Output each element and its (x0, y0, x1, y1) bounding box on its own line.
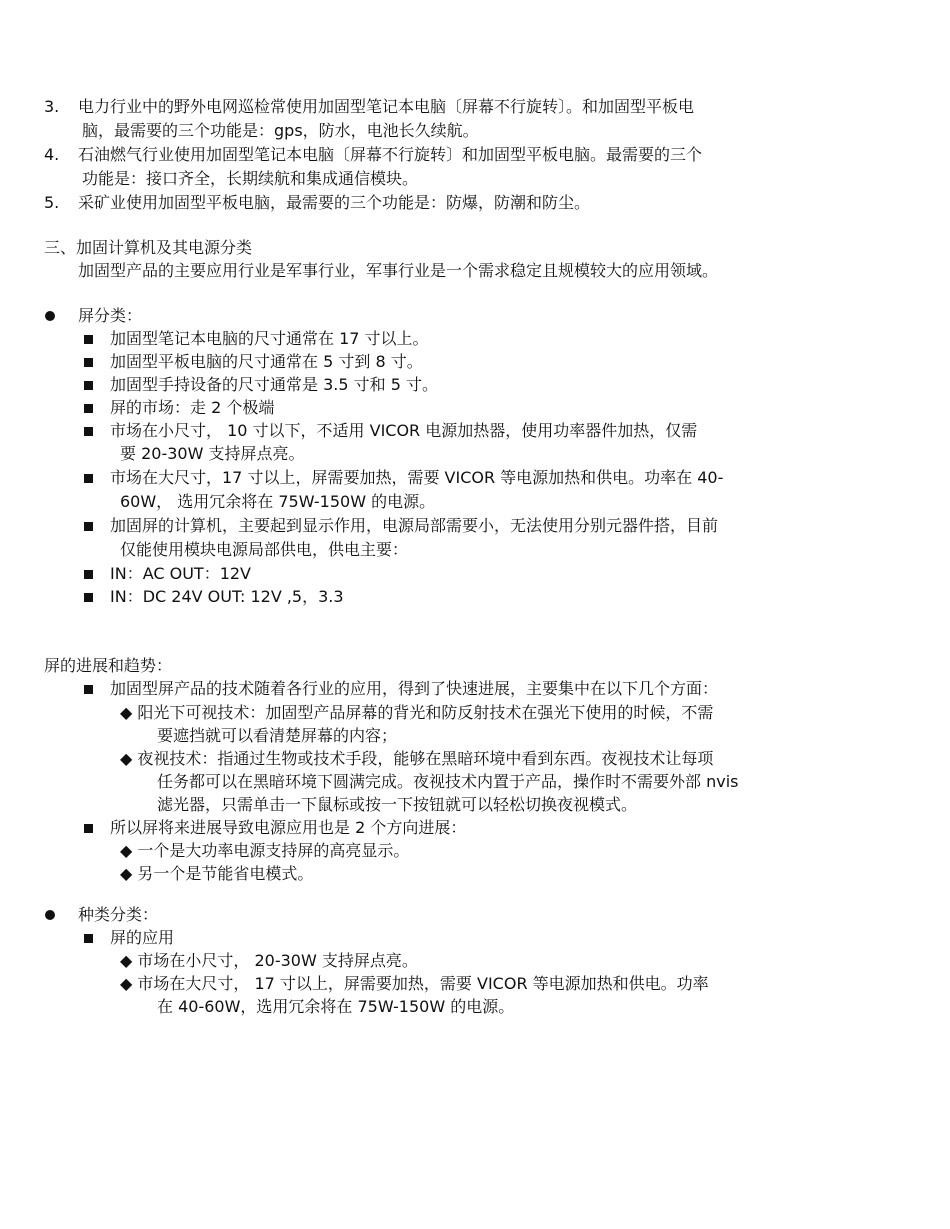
bullet-dot-icon (45, 910, 55, 920)
bullet-square-icon (84, 570, 93, 579)
list-item-text: 石油燃气行业使用加固型笔记本电脑〔屏幕不行旋转〕和加固型平板电脑。最需要的三个 (78, 145, 703, 164)
list-item: 加固型手持设备的尺寸通常是 3.5 寸和 5 寸。 (110, 375, 438, 394)
sub-item: ◆ 一个是大功率电源支持屏的高亮显示。 (120, 841, 410, 860)
list-number: 5. (44, 193, 60, 212)
list-item-text: 电力行业中的野外电网巡检常使用加固型笔记本电脑〔屏幕不行旋转〕。和加固型平板电 (78, 97, 695, 116)
bullet-square-icon (84, 522, 93, 531)
bullet-square-icon (84, 934, 93, 943)
sub-item: ◆ 市场在小尺寸， 20-30W 支持屏点亮。 (120, 951, 418, 970)
list-item: 屏的应用 (110, 928, 175, 947)
list-item: 市场在大尺寸，17 寸以上，屏需要加热，需要 VICOR 等电源加热和供电。功率在 40- (110, 468, 724, 487)
bullet-square-icon (84, 335, 93, 344)
list-item-text-cont: 功能是：接口齐全，长期续航和集成通信模块。 (82, 169, 419, 188)
list-item: 加固型平板电脑的尺寸通常在 5 寸到 8 寸。 (110, 352, 423, 371)
sub-item: ◆ 阳光下可视技术：加固型产品屏幕的背光和防反射技术在强光下使用的时候，不需 (120, 703, 714, 722)
bullet-square-icon (84, 474, 93, 483)
bullet-square-icon (84, 404, 93, 413)
list-item: IN：AC OUT：12V (110, 564, 251, 583)
section-intro: 加固型产品的主要应用行业是军事行业，军事行业是一个需求稳定且规模较大的应用领域。 (78, 261, 719, 280)
bullet-square-icon (84, 381, 93, 390)
list-item: 市场在小尺寸， 10 寸以下，不适用 VICOR 电源加热器，使用功率器件加热，仅需 (110, 421, 698, 440)
sub-item: ◆ 市场在大尺寸， 17 寸以上，屏需要加热，需要 VICOR 等电源加热和供电。功率 (120, 974, 709, 993)
bullet-dot-icon (45, 311, 55, 321)
section-heading: 屏的进展和趋势： (44, 656, 173, 675)
bullet-square-icon (84, 358, 93, 367)
bullet-square-icon (84, 593, 93, 602)
list-item-text-cont: 脑，最需要的三个功能是：gps，防水，电池长久续航。 (82, 121, 479, 140)
list-item-cont: 仅能使用模块电源局部供电，供电主要： (120, 540, 409, 559)
list-number: 3. (44, 97, 60, 116)
list-item: 屏的市场：走 2 个极端 (110, 398, 275, 417)
category-label: 种类分类： (78, 905, 159, 924)
list-item: 所以屏将来进展导致电源应用也是 2 个方向进展： (110, 818, 467, 837)
list-item: 加固屏的计算机，主要起到显示作用，电源局部需要小，无法使用分别元器件搭，目前 (110, 516, 719, 535)
list-item-cont: 要 20-30W 支持屏点亮。 (120, 444, 305, 463)
sub-item-cont: 任务都可以在黑暗环境下圆满完成。夜视技术内置于产品，操作时不需要外部 nvis (157, 772, 739, 791)
category-label: 屏分类： (78, 306, 143, 325)
list-item-cont: 60W， 选用冗余将在 75W-150W 的电源。 (120, 492, 436, 511)
list-item: 加固型屏产品的技术随着各行业的应用，得到了快速进展，主要集中在以下几个方面： (110, 679, 719, 698)
section-heading: 三、加固计算机及其电源分类 (44, 238, 253, 257)
list-item: 加固型笔记本电脑的尺寸通常在 17 寸以上。 (110, 329, 429, 348)
bullet-square-icon (84, 685, 93, 694)
sub-item: ◆ 另一个是节能省电模式。 (120, 864, 314, 883)
sub-item: ◆ 夜视技术：指通过生物或技术手段，能够在黑暗环境中看到东西。夜视技术让每项 (120, 749, 714, 768)
sub-item-cont: 要遮挡就可以看清楚屏幕的内容； (157, 726, 398, 745)
list-number: 4. (44, 145, 60, 164)
sub-item-cont: 滤光器，只需单击一下鼠标或按一下按钮就可以轻松切换夜视模式。 (157, 795, 638, 814)
bullet-square-icon (84, 824, 93, 833)
sub-item-cont: 在 40-60W，选用冗余将在 75W-150W 的电源。 (157, 997, 515, 1016)
list-item: IN：DC 24V OUT: 12V ,5，3.3 (110, 587, 344, 606)
bullet-square-icon (84, 427, 93, 436)
list-item-text: 采矿业使用加固型平板电脑，最需要的三个功能是：防爆，防潮和防尘。 (78, 193, 591, 212)
